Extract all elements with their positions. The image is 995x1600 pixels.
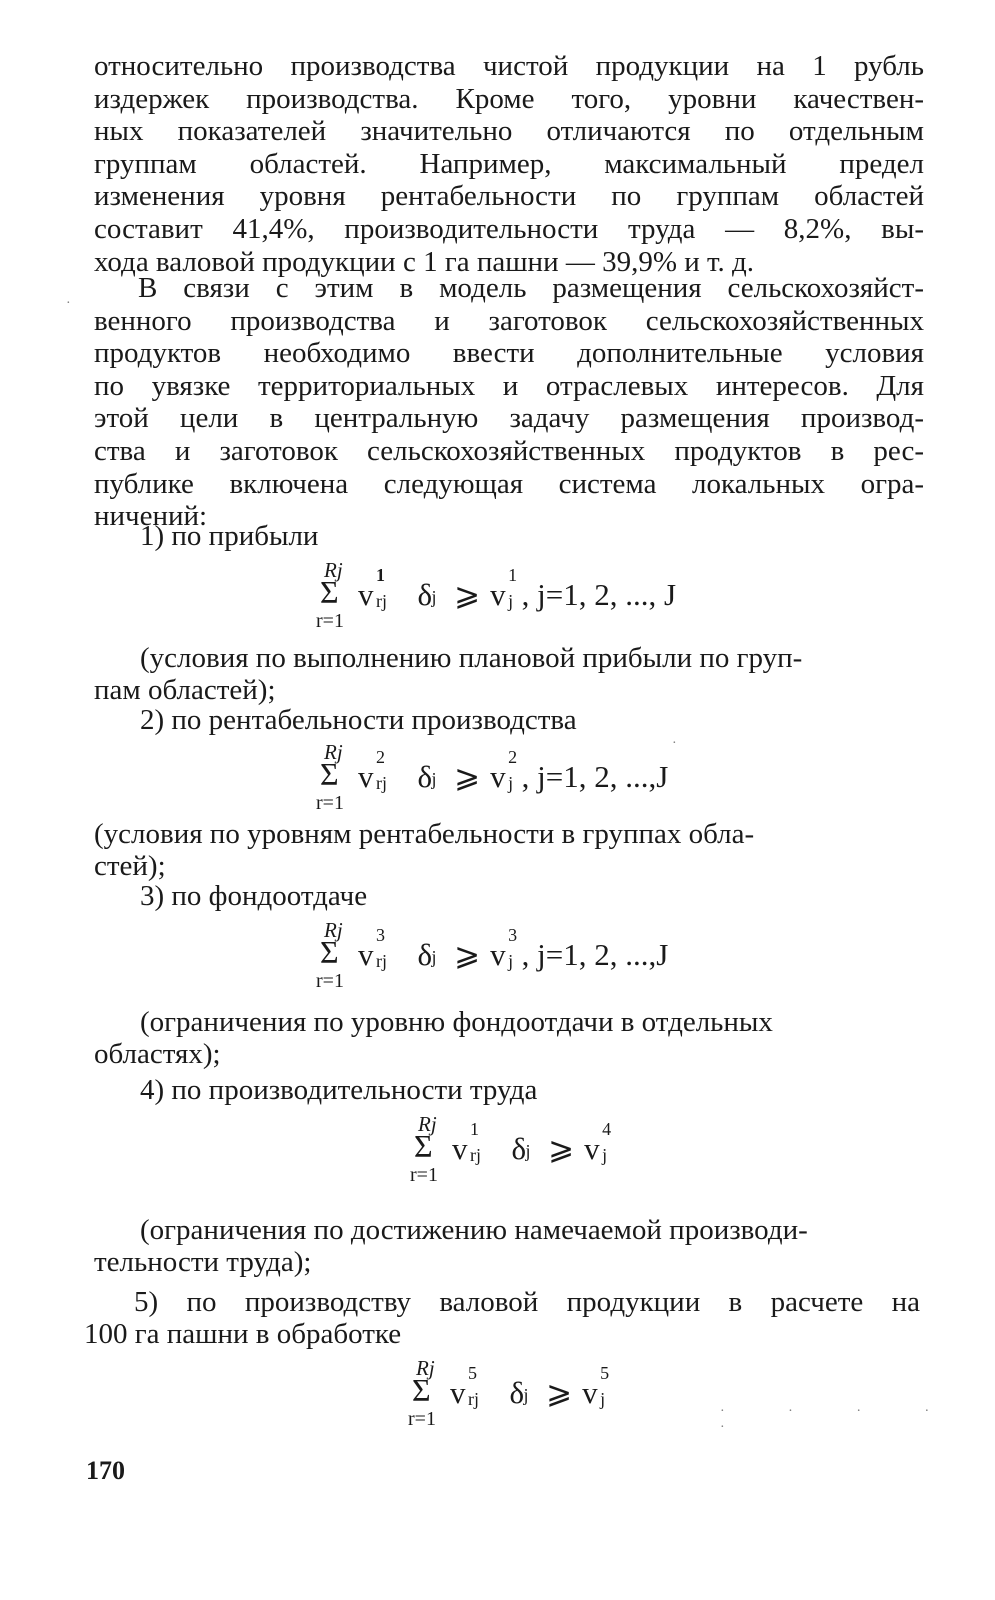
geq-sign: ⩾ — [454, 577, 481, 613]
text-line: изменения уровня рентабельности по группам областей — [94, 180, 924, 213]
note-4a: (ограничения по достижению намечаемой производи- — [140, 1214, 808, 1246]
rhs-variable: v 3 j — [490, 925, 518, 973]
text-line: составит 41,4%, производительности труда — 8,2%, вы- — [94, 212, 924, 245]
geq-sign: ⩾ — [546, 1375, 573, 1411]
list-item-profit: 1) по прибыли — [140, 520, 319, 552]
list-item-gross-output-cont: 100 га пашни в обработке — [84, 1318, 402, 1350]
note-1a: (условия по выполнению плановой прибыли по груп- — [140, 642, 803, 674]
text-line: издержек производства. Кроме того, уровни качествен- — [94, 82, 924, 115]
geq-sign: ⩾ — [454, 759, 481, 795]
delta-symbol: δ j — [511, 1131, 531, 1167]
summation-symbol: Rj Σ r=1 — [410, 1112, 438, 1186]
geq-sign: ⩾ — [454, 937, 481, 973]
text-line: венного производства и заготовок сельскохозяйственных — [94, 304, 924, 337]
text-line: относительно производства чистой продукции на 1 рубль — [94, 50, 924, 82]
text-line: В связи с этим в модель размещения сельскохозяйст- — [138, 272, 924, 304]
rhs-variable: v 2 j — [490, 747, 518, 795]
index-range: , j=1, 2, ..., J — [521, 577, 677, 613]
note-3a: (ограничения по уровню фондоотдачи в отдельных — [140, 1006, 773, 1038]
list-item-labor-productivity: 4) по производительности труда — [140, 1074, 538, 1106]
variable-v: v 3 rj — [358, 925, 387, 973]
rhs-variable: v 1 j — [490, 565, 518, 613]
note-1b: пам областей); — [94, 674, 276, 706]
rhs-variable: v 4 j — [584, 1119, 612, 1167]
formula-1 — [316, 558, 676, 638]
summation-symbol: Rj Σ r=1 — [408, 1356, 436, 1430]
text-line: этой цели в центральную задачу размещения производ- — [94, 402, 924, 435]
list-item-gross-output: 5) по производству валовой продукции в расчете на — [134, 1286, 920, 1318]
paragraph-1 — [94, 50, 924, 278]
print-speck: · — [672, 736, 677, 751]
text-line: ничений: — [94, 500, 208, 533]
delta-symbol: δ j — [509, 1375, 529, 1411]
formula-5 — [408, 1356, 610, 1436]
note-3b: областях); — [94, 1038, 221, 1070]
note-4b: тельности труда); — [94, 1246, 312, 1278]
note-2b: стей); — [94, 850, 166, 882]
text-line: ства и заготовок сельскохозяйственных продуктов в рес- — [94, 434, 924, 467]
list-item-capital-productivity: 3) по фондоотдаче — [140, 880, 368, 912]
variable-v: v 2 rj — [358, 747, 387, 795]
text-line: продуктов необходимо ввести дополнительные условия — [94, 337, 924, 370]
formula-3 — [316, 918, 668, 998]
delta-symbol: δ j — [417, 577, 437, 613]
formula-2 — [316, 740, 668, 820]
rhs-variable: v 5 j — [582, 1363, 610, 1411]
delta-symbol: δ j — [417, 759, 437, 795]
text-line: хода валовой продукции с 1 га пашни — 39,9% и т. д. — [94, 245, 755, 278]
index-range: , j=1, 2, ...,J — [521, 759, 669, 795]
summation-symbol: Rj Σ r=1 — [316, 740, 344, 814]
index-range: , j=1, 2, ...,J — [521, 937, 669, 973]
note-2a: (условия по уровням рентабельности в группах обла- — [94, 818, 755, 850]
text-line: ных показателей значительно отличаются по отдельным — [94, 115, 924, 148]
text-line: по увязке территориальных и отраслевых интересов. Для — [94, 369, 924, 402]
paragraph-2 — [94, 272, 924, 533]
print-speck: · — [66, 296, 71, 311]
summation-symbol: Rj Σ r=1 — [316, 918, 344, 992]
list-item-profitability: 2) по рентабельности производства — [140, 704, 577, 736]
formula-4 — [410, 1112, 612, 1192]
text-line: группам областей. Например, максимальный предел — [94, 147, 924, 180]
print-speck: · · · · · — [720, 1404, 960, 1435]
text-line: публике включена следующая система локальных огра- — [94, 467, 924, 500]
summation-symbol: Rj Σ r=1 — [316, 558, 344, 632]
variable-v: v 1 rj — [358, 565, 387, 613]
variable-v: v 1 rj — [452, 1119, 481, 1167]
page-number: 170 — [86, 1456, 125, 1485]
delta-symbol: δ j — [417, 937, 437, 973]
geq-sign: ⩾ — [548, 1131, 575, 1167]
variable-v: v 5 rj — [450, 1363, 479, 1411]
